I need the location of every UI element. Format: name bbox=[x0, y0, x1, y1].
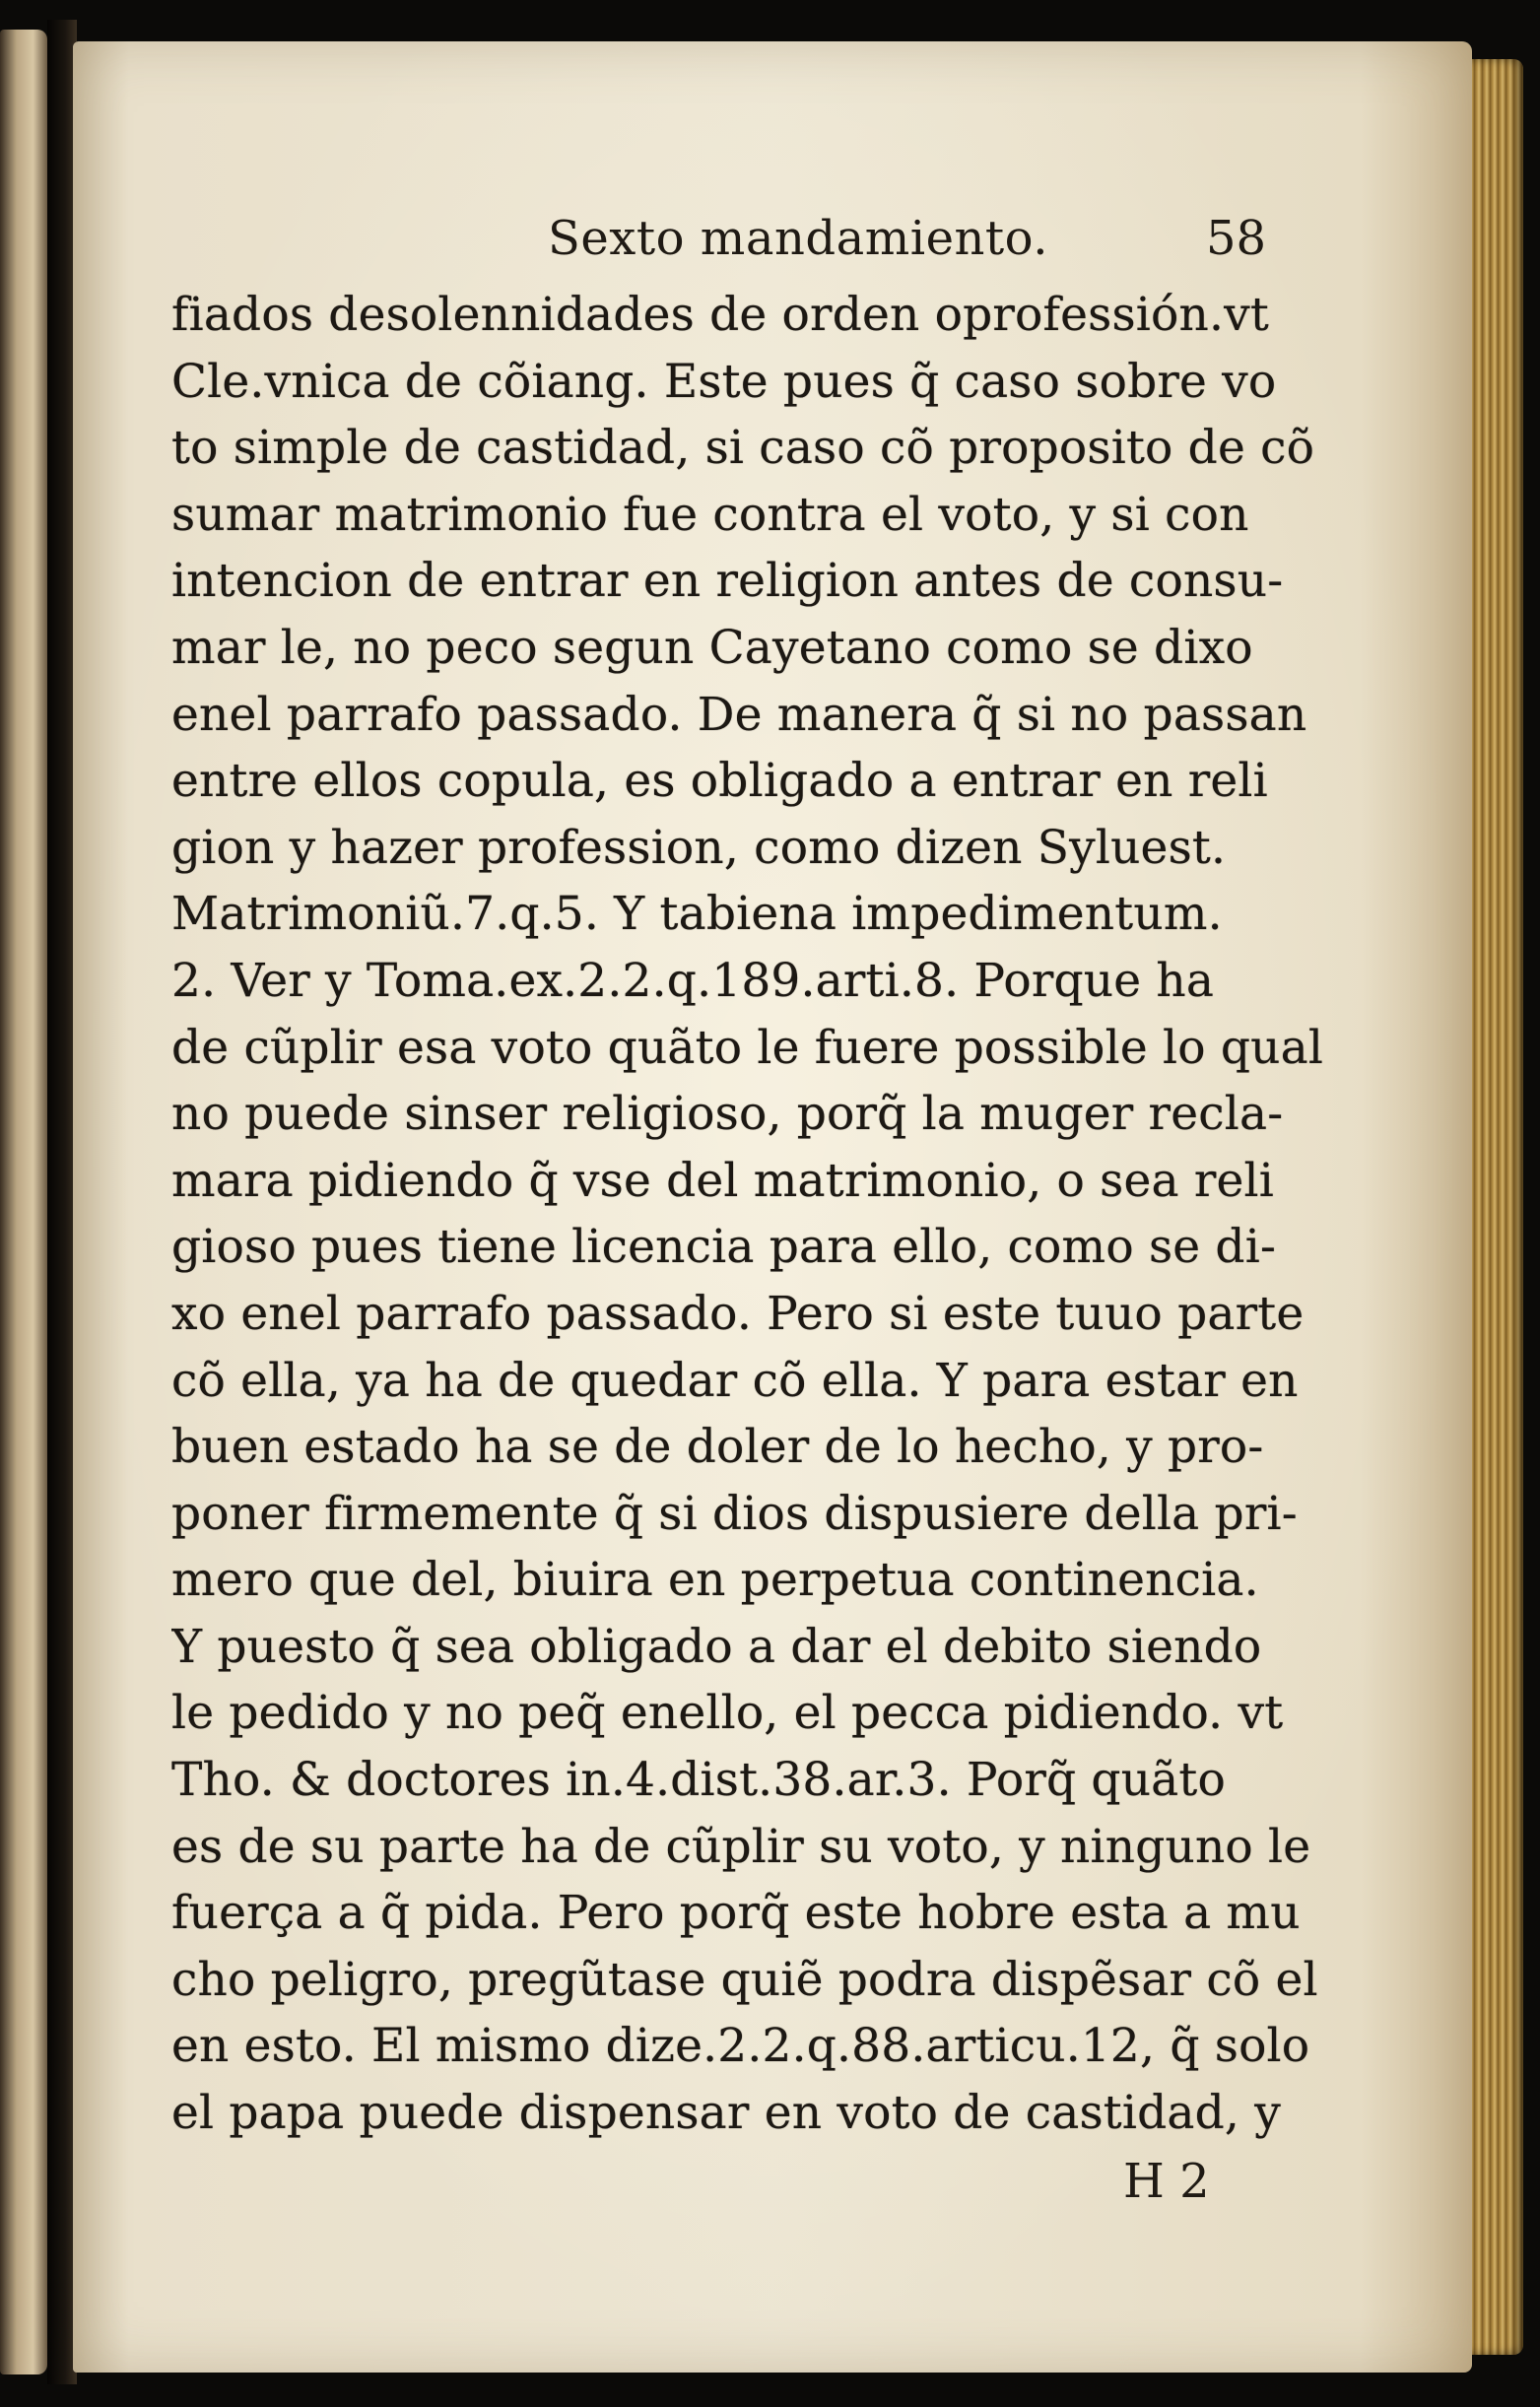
text-line: en esto. El mismo dize.2.2.q.88.articu.12, q̃ solo bbox=[171, 2019, 1310, 2074]
folio-number: 58 bbox=[1206, 211, 1267, 266]
text-line: Tho. & doctores in.4.dist.38.ar.3. Porq̃ quãto bbox=[171, 1753, 1226, 1808]
text-line: gioso pues tiene licencia para ello, como se di- bbox=[171, 1220, 1277, 1275]
previous-page-edge bbox=[0, 30, 47, 2374]
text-line: fuerça a q̃ pida. Pero porq̃ este hobre esta a mu bbox=[171, 1886, 1301, 1941]
text-line: cõ ella, ya ha de quedar cõ ella. Y para estar en bbox=[171, 1353, 1299, 1408]
text-line: intencion de entrar en religion antes de consu- bbox=[171, 554, 1284, 609]
text-line: es de su parte ha de cũplir su voto, y ninguno le bbox=[171, 1819, 1311, 1874]
text-line: 2. Ver y Toma.ex.2.2.q.189.arti.8. Porque ha bbox=[171, 953, 1215, 1008]
text-line: de cũplir esa voto quãto le fuere possible lo qual bbox=[171, 1020, 1324, 1075]
text-line: Cle.vnica de cõiang. Este pues q̃ caso sobre vo bbox=[171, 354, 1277, 409]
signature-line bbox=[171, 2147, 1393, 2216]
text-line: mar le, no peco segun Cayetano como se dixo bbox=[171, 620, 1253, 675]
text-line: cho peligro, pregũtase quiẽ podra dispẽsar cõ el bbox=[171, 1952, 1318, 2007]
text-line: fiados desolennidades de orden oprofessión.vt bbox=[171, 288, 1269, 342]
page-block-fore-edge bbox=[1466, 59, 1523, 2355]
running-head-title: Sexto mandamiento. bbox=[548, 211, 1048, 266]
body-text bbox=[171, 282, 1393, 2147]
signature-mark: H 2 bbox=[1123, 2153, 1210, 2209]
text-line: Matrimoniũ.7.q.5. Y tabiena impedimentum. bbox=[171, 887, 1223, 942]
text-line: gion y hazer profession, como dizen Syluest. bbox=[171, 820, 1227, 875]
text-line: poner firmemente q̃ si dios dispusiere della pri- bbox=[171, 1486, 1298, 1541]
text-line: mara pidiendo q̃ vse del matrimonio, o sea reli bbox=[171, 1153, 1274, 1208]
text-line: mero que del, biuira en perpetua continencia. bbox=[171, 1553, 1259, 1608]
text-line: to simple de castidad, si caso cõ proposito de cõ bbox=[171, 421, 1315, 476]
text-line: entre ellos copula, es obligado a entrar en reli bbox=[171, 754, 1268, 809]
running-head bbox=[171, 199, 1393, 278]
text-line: le pedido y no peq̃ enello, el pecca pidiendo. vt bbox=[171, 1686, 1284, 1741]
text-line: Y puesto q̃ sea obligado a dar el debito siendo bbox=[171, 1619, 1262, 1674]
text-line: xo enel parrafo passado. Pero si este tuuo parte bbox=[171, 1286, 1305, 1341]
text-line: el papa puede dispensar en voto de castidad, y bbox=[171, 2086, 1281, 2141]
text-line: sumar matrimonio fue contra el voto, y si con bbox=[171, 487, 1249, 542]
text-line: enel parrafo passado. De manera q̃ si no passan bbox=[171, 687, 1307, 742]
text-line: buen estado ha se de doler de lo hecho, y pro- bbox=[171, 1420, 1264, 1475]
book-page bbox=[73, 41, 1472, 2373]
text-line: no puede sinser religioso, porq̃ la muger recla- bbox=[171, 1087, 1284, 1142]
text-block bbox=[171, 199, 1393, 2216]
